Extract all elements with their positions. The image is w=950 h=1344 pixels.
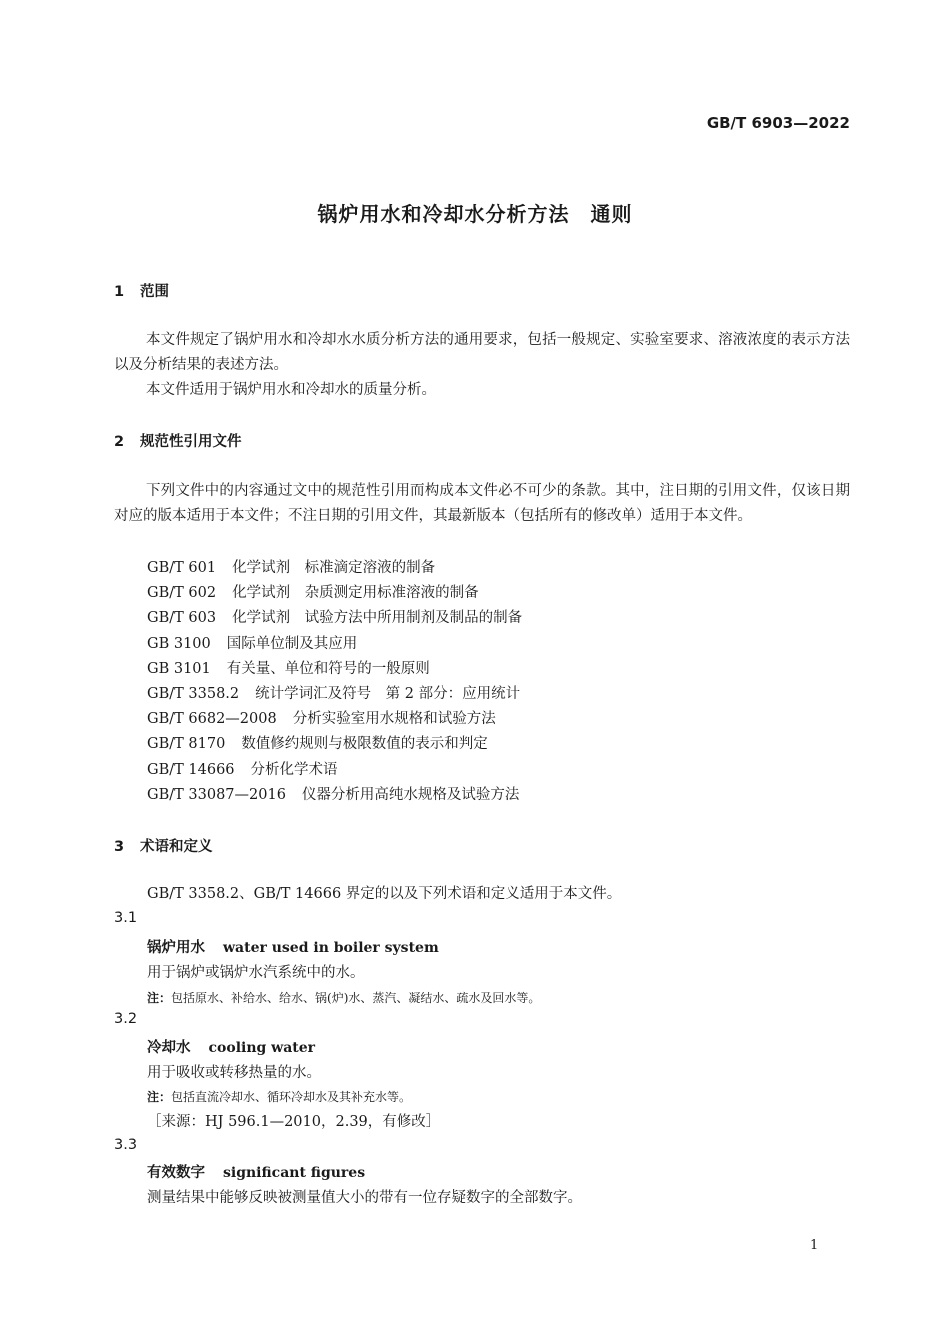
term-heading	[147, 936, 439, 957]
term-english: significant figures	[223, 1165, 366, 1181]
reference-title: 分析化学术语	[250, 762, 338, 778]
section-number: 3	[114, 839, 125, 855]
term-heading	[147, 1161, 365, 1182]
note-text: 包括直流冷却水、循环冷却水及其补充水等。	[171, 1090, 412, 1104]
term-number: 3.1	[114, 910, 138, 926]
term-english: water used in boiler system	[223, 940, 439, 956]
reference-item	[147, 657, 430, 678]
reference-code: GB/T 6682—2008	[147, 711, 277, 727]
reference-item	[147, 707, 496, 728]
term-definition: 测量结果中能够反映被测量值大小的带有一位存疑数字的全部数字。	[147, 1190, 582, 1206]
term-chinese: 有效数字	[147, 1165, 205, 1181]
reference-title: 数值修约规则与极限数值的表示和判定	[241, 736, 488, 752]
section-number: 1	[114, 284, 125, 300]
section-1-heading	[114, 280, 169, 301]
page-number: 1	[810, 1238, 819, 1253]
term-definition: 用于吸收或转移热量的水。	[147, 1065, 321, 1081]
reference-code: GB/T 603	[147, 610, 217, 626]
section-number: 2	[114, 434, 125, 450]
reference-item	[147, 758, 338, 779]
term-note	[147, 989, 540, 1006]
reference-code: GB/T 601	[147, 560, 217, 576]
reference-code: GB/T 3358.2	[147, 686, 240, 702]
standard-number: GB/T 6903—2022	[706, 114, 850, 132]
reference-title: 化学试剂 标准滴定溶液的制备	[232, 560, 436, 576]
term-number: 3.3	[114, 1137, 138, 1153]
term-definition: 用于锅炉或锅炉水汽系统中的水。	[147, 965, 365, 981]
note-label: 注：	[147, 991, 172, 1005]
term-number: 3.2	[114, 1011, 138, 1027]
section-3-heading	[114, 835, 213, 856]
scope-paragraph-1: 本文件规定了锅炉用水和冷却水水质分析方法的通用要求，包括一般规定、实验室要求、溶液浓度的表示方法以及分析结果的表述方法。	[114, 332, 850, 373]
term-chinese: 冷却水	[147, 1040, 191, 1056]
reference-title: 仪器分析用高纯水规格及试验方法	[301, 787, 520, 803]
reference-item	[147, 581, 479, 602]
reference-code: GB 3100	[147, 636, 211, 652]
section-2-heading	[114, 430, 242, 451]
reference-item	[147, 783, 519, 804]
reference-title: 化学试剂 杂质测定用标准溶液的制备	[232, 585, 479, 601]
scope-paragraph-2: 本文件适用于锅炉用水和冷却水的质量分析。	[146, 382, 436, 398]
normative-references-intro: 下列文件中的内容通过文中的规范性引用而构成本文件必不可少的条款。其中，注日期的引用文件，仅该日期对应的版本适用于本文件；不注日期的引用文件，其最新版本（包括所有的修改单）适用于本文件。	[114, 483, 850, 524]
terms-intro: GB/T 3358.2、GB/T 14666 界定的以及下列术语和定义适用于本文件。	[147, 886, 622, 902]
term-source: ［来源：HJ 596.1—2010，2.39，有修改］	[147, 1114, 441, 1130]
reference-item	[147, 632, 357, 653]
term-note	[147, 1088, 411, 1105]
section-title: 规范性引用文件	[140, 434, 242, 450]
reference-title: 有关量、单位和符号的一般原则	[226, 661, 430, 677]
reference-code: GB/T 8170	[147, 736, 226, 752]
reference-title: 国际单位制及其应用	[226, 636, 358, 652]
note-label: 注：	[147, 1090, 172, 1104]
reference-item	[147, 682, 520, 703]
reference-item	[147, 732, 488, 753]
reference-item	[147, 606, 522, 627]
reference-code: GB/T 14666	[147, 762, 235, 778]
term-chinese: 锅炉用水	[147, 940, 205, 956]
reference-code: GB 3101	[147, 661, 211, 677]
reference-item	[147, 556, 435, 577]
reference-code: GB/T 33087—2016	[147, 787, 286, 803]
term-english: cooling water	[208, 1040, 316, 1056]
note-text: 包括原水、补给水、给水、锅(炉)水、蒸汽、凝结水、疏水及回水等。	[171, 991, 541, 1005]
reference-title: 分析实验室用水规格和试验方法	[292, 711, 496, 727]
section-title: 术语和定义	[140, 839, 213, 855]
reference-code: GB/T 602	[147, 585, 217, 601]
reference-title: 统计学词汇及符号 第 2 部分：应用统计	[255, 686, 521, 702]
term-heading	[147, 1036, 315, 1057]
reference-title: 化学试剂 试验方法中所用制剂及制品的制备	[232, 610, 523, 626]
section-title: 范围	[140, 284, 169, 300]
document-title: 锅炉用水和冷却水分析方法 通则	[317, 202, 633, 226]
